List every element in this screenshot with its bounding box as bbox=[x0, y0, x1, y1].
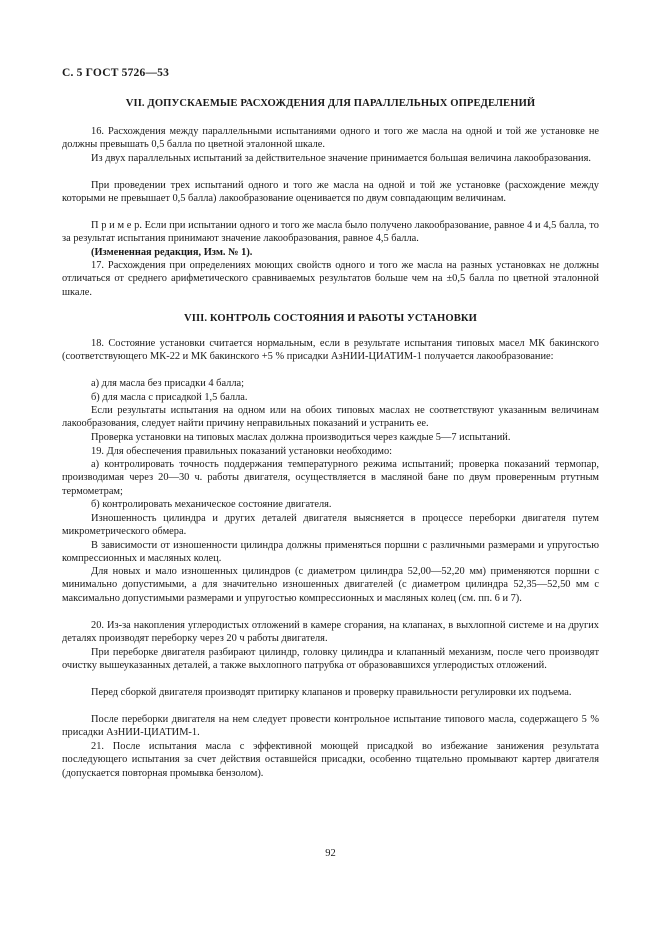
amendment-note: (Измененная редакция, Изм. № 1). bbox=[91, 247, 253, 258]
list-item: б) для масла с присадкой 1,5 балла. bbox=[91, 392, 248, 403]
list-item: б) контролировать механическое состояние двигателя. bbox=[91, 499, 332, 510]
paragraph: После переборки двигателя на нем следует провести контрольное испытание типового масла, содержащего 5 % присадки АзНИИ-ЦИАТИМ-1. bbox=[62, 714, 599, 739]
paragraph: Для новых и мало изношенных цилиндров (с диаметром цилиндра 52,00—52,20 мм) применяются поршни с минимально допустимыми, а для значительно изношенных двигателей (с диаметром цилиндра 52,35—52,50 мм с максимально допустимыми размерами и упругостью компрессионных и масляных колец (см. пп. 6 и 7). bbox=[62, 566, 599, 604]
paragraph: 18. Состояние установки считается нормальным, если в результате испытания типовых масел МК бакинского (соответствующего МК-22 и МК бакинского +5 % присадки АзНИИ-ЦИАТИМ-1 получается лакообразование: bbox=[62, 338, 599, 363]
paragraph: При проведении трех испытаний одного и того же масла на одной и той же установке (расхождение между которыми не превышает 0,5 балла) лакообразование оценивается по двум совпадающим величинам. bbox=[62, 180, 599, 205]
page-number: 92 bbox=[325, 848, 336, 859]
paragraph: При переборке двигателя разбирают цилиндр, головку цилиндра и клапанный механизм, после чего производят очистку вышеуказанных деталей, а также выхлопного патрубка от образовавшихся углеродистых отложений. bbox=[62, 647, 599, 672]
section-7-title: VII. ДОПУСКАЕМЫЕ РАСХОЖДЕНИЯ ДЛЯ ПАРАЛЛЕЛЬНЫХ ОПРЕДЕЛЕНИЙ bbox=[125, 98, 536, 109]
paragraph: В зависимости от изношенности цилиндра должны применяться поршни с различными размерами и упругостью компрессионных и масляных колец. bbox=[62, 540, 599, 565]
paragraph: Проверка установки на типовых маслах должна производиться через каждые 5—7 испытаний. bbox=[91, 432, 511, 443]
paragraph: 20. Из-за накопления углеродистых отложений в камере сгорания, на клапанах, в выхлопной системе и на других деталях производят переборку через 20 ч работы двигателя. bbox=[62, 620, 599, 645]
section-8-title: VIII. КОНТРОЛЬ СОСТОЯНИЯ И РАБОТЫ УСТАНОВКИ bbox=[183, 313, 477, 324]
paragraph: Изношенность цилиндра и других деталей двигателя выясняется в процессе переборки двигателя путем микрометрического обмера. bbox=[62, 513, 599, 538]
paragraph: П р и м е р. Если при испытании одного и того же масла было получено лакообразование, равное 4 и 4,5 балла, то за результат испытания принимают значение лакообразования, равное 4,5 балла. bbox=[62, 220, 599, 245]
paragraph: 21. После испытания масла с эффективной моющей присадкой во избежание занижения результата последующего испытания за счет действия оставшейся присадки, особенно тщательно промывают картер двигателя (допускается повторная промывка бензолом). bbox=[62, 741, 599, 779]
paragraph: 17. Расхождения при определениях моющих свойств одного и того же масла на разных установках не должны отличаться от среднего арифметического сравниваемых результатов больше чем на ±0,5 балла по цветной эталонной шкале. bbox=[62, 260, 599, 298]
paragraph: Из двух параллельных испытаний за действительное значение принимается большая величина лакообразования. bbox=[91, 153, 591, 164]
page-header: С. 5 ГОСТ 5726—53 bbox=[62, 67, 170, 79]
list-item: а) контролировать точность поддержания температурного режима испытаний; проверка показаний термопар, производимая через 20—30 ч. работы двигателя, осуществляется в масляной бане по двум проверенным ртутным термометрам; bbox=[62, 459, 599, 497]
paragraph: 19. Для обеспечения правильных показаний установки необходимо: bbox=[91, 446, 393, 457]
paragraph: 16. Расхождения между параллельными испытаниями одного и того же масла на одной и той же установке не должны превышать 0,5 балла по цветной эталонной шкале. bbox=[62, 126, 599, 151]
list-item: а) для масла без присадки 4 балла; bbox=[91, 378, 245, 389]
paragraph: Если результаты испытания на одном или на обоих типовых маслах не соответствуют указанным величинам лакообразования, следует найти причину неправильных показаний и устранить ее. bbox=[62, 405, 599, 430]
paragraph: Перед сборкой двигателя производят притирку клапанов и проверку правильности регулировки их подъема. bbox=[91, 687, 572, 698]
